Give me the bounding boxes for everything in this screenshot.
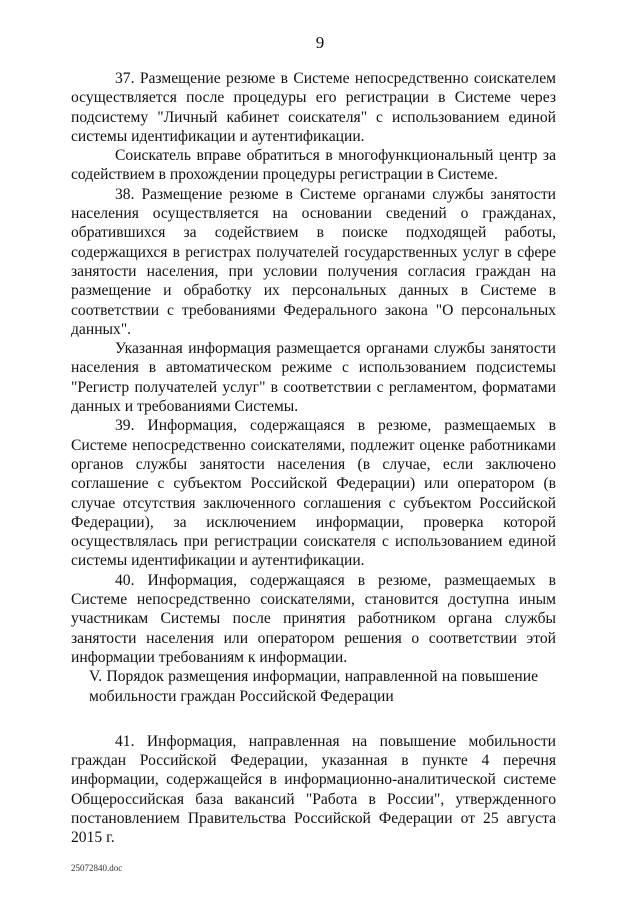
paragraph-39: 39. Информация, содержащаяся в резюме, размещаемых в Системе непосредственно соискателями, подлежит оценке работниками органов службы занятости населения (в случае, если заключено соглашение с субъектом Российской Федерации) или оператором (в случае отсутствия заключенного соглашения с субъектом Российской Федерации), за исключением информации, проверка которой осуществлялась при регистрации соискателя с использованием единой системы идентификации и аутентификации. (71, 417, 556, 570)
paragraph-38-automatic: Указанная информация размещается органами службы занятости населения в автоматическом режиме с использованием подсистемы "Регистр получателей услуг" в соответствии с регламентом, форматами данных и требованиями Системы. (71, 340, 556, 416)
document-body (71, 69, 556, 848)
paragraph-38: 38. Размещение резюме в Системе органами службы занятости населения осуществляется на основании сведений о гражданах, обратившихся за содействием в поиске подходящей работы, содержащихся в регистрах получателей государственных услуг в сфере занятости населения, при условии получения согласия граждан на размещение и обработку их персональных данных в Системе в соответствии с требованиями Федерального закона "О персональных данных". (71, 185, 556, 338)
document-footer-code: 25072840.doc (71, 863, 123, 873)
paragraph-41: 41. Информация, направленная на повышение мобильности граждан Российской Федерации, указанная в пункте 4 перечня информации, содержащейся в информационно-аналитической системе Общероссийская база вакансий "Работа в России", утвержденного постановлением Правительства Российской Федерации от 25 августа 2015 г. (71, 732, 556, 847)
section-heading: V. Порядок размещения информации, направленной на повышение мобильности граждан Российской Федерации (89, 668, 538, 705)
paragraph-40: 40. Информация, содержащаяся в резюме, размещаемых в Системе непосредственно соискателями, становится доступна иным участникам Системы после принятия работником органа службы занятости населения или оператором решения о соответствии этой информации требованиям к информации. (71, 571, 556, 666)
paragraph-37-registration: Соискатель вправе обратиться в многофункциональный центр за содействием в прохождении процедуры регистрации в Системе. (71, 147, 556, 184)
paragraph-37: 37. Размещение резюме в Системе непосредственно соискателем осуществляется после процедуры его регистрации в Системе через подсистему "Личный кабинет соискателя" с использованием единой системы идентификации и аутентификации. (71, 70, 556, 145)
page-number: 9 (315, 33, 325, 52)
